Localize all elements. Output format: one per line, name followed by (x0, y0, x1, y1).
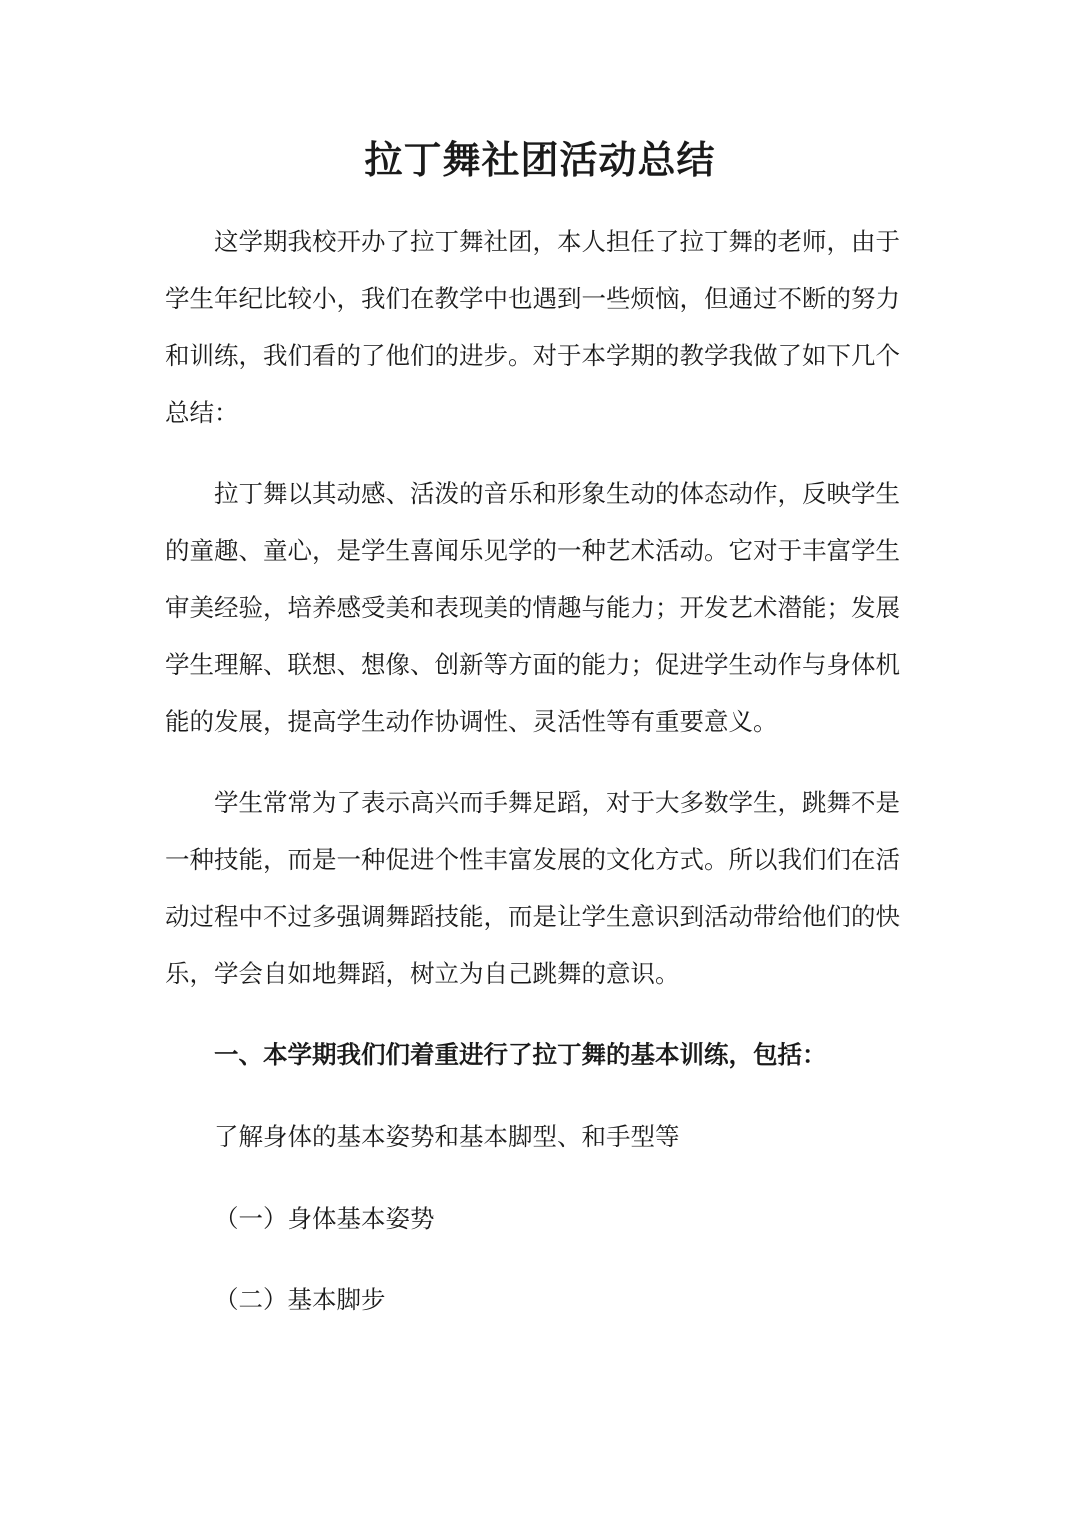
paragraph-student-joy (165, 774, 917, 1002)
paragraph-line: 乐，学会自如地舞蹈，树立为自己跳舞的意识。 (165, 959, 680, 988)
paragraph-line: 这学期我校开办了拉丁舞社团，本人担任了拉丁舞的老师，由于 (214, 227, 900, 256)
paragraph-line: 总结： (165, 398, 239, 427)
paragraph-line: 和训练，我们看的了他们的进步。对于本学期的教学我做了如下几个 (165, 341, 900, 370)
paragraph-line: 学生年纪比较小，我们在教学中也遇到一些烦恼，但通过不断的努力 (165, 284, 900, 313)
document-title: 拉丁舞社团活动总结 (364, 137, 716, 182)
paragraph-line: 一种技能，而是一种促进个性丰富发展的文化方式。所以我们们在活 (165, 845, 900, 874)
paragraph-line: 拉丁舞以其动感、活泼的音乐和形象生动的体态动作，反映学生 (214, 479, 900, 508)
paragraph-line: 学生常常为了表示高兴而手舞足蹈，对于大多数学生，跳舞不是 (214, 788, 900, 817)
paragraph-line: 能的发展，提高学生动作协调性、灵活性等有重要意义。 (165, 707, 778, 736)
paragraph-line: 审美经验，培养感受美和表现美的情趣与能力；开发艺术潜能；发展 (165, 593, 900, 622)
paragraph-line: 的童趣、童心，是学生喜闻乐见学的一种艺术活动。它对于丰富学生 (165, 536, 900, 565)
paragraph-latin-dance-value (165, 465, 917, 750)
paragraph-line: 动过程中不过多强调舞蹈技能，而是让学生意识到活动带给他们的快 (165, 902, 900, 931)
paragraph-line: 学生理解、联想、想像、创新等方面的能力；促进学生动作与身体机 (165, 650, 900, 679)
subsection-item: （一）身体基本姿势 (214, 1204, 435, 1233)
subsection-item: （二）基本脚步 (214, 1285, 386, 1314)
paragraph-intro (165, 213, 917, 441)
section-intro: 了解身体的基本姿势和基本脚型、和手型等 (214, 1122, 680, 1151)
section-heading: 一、本学期我们们着重进行了拉丁舞的基本训练，包括： (214, 1040, 827, 1069)
